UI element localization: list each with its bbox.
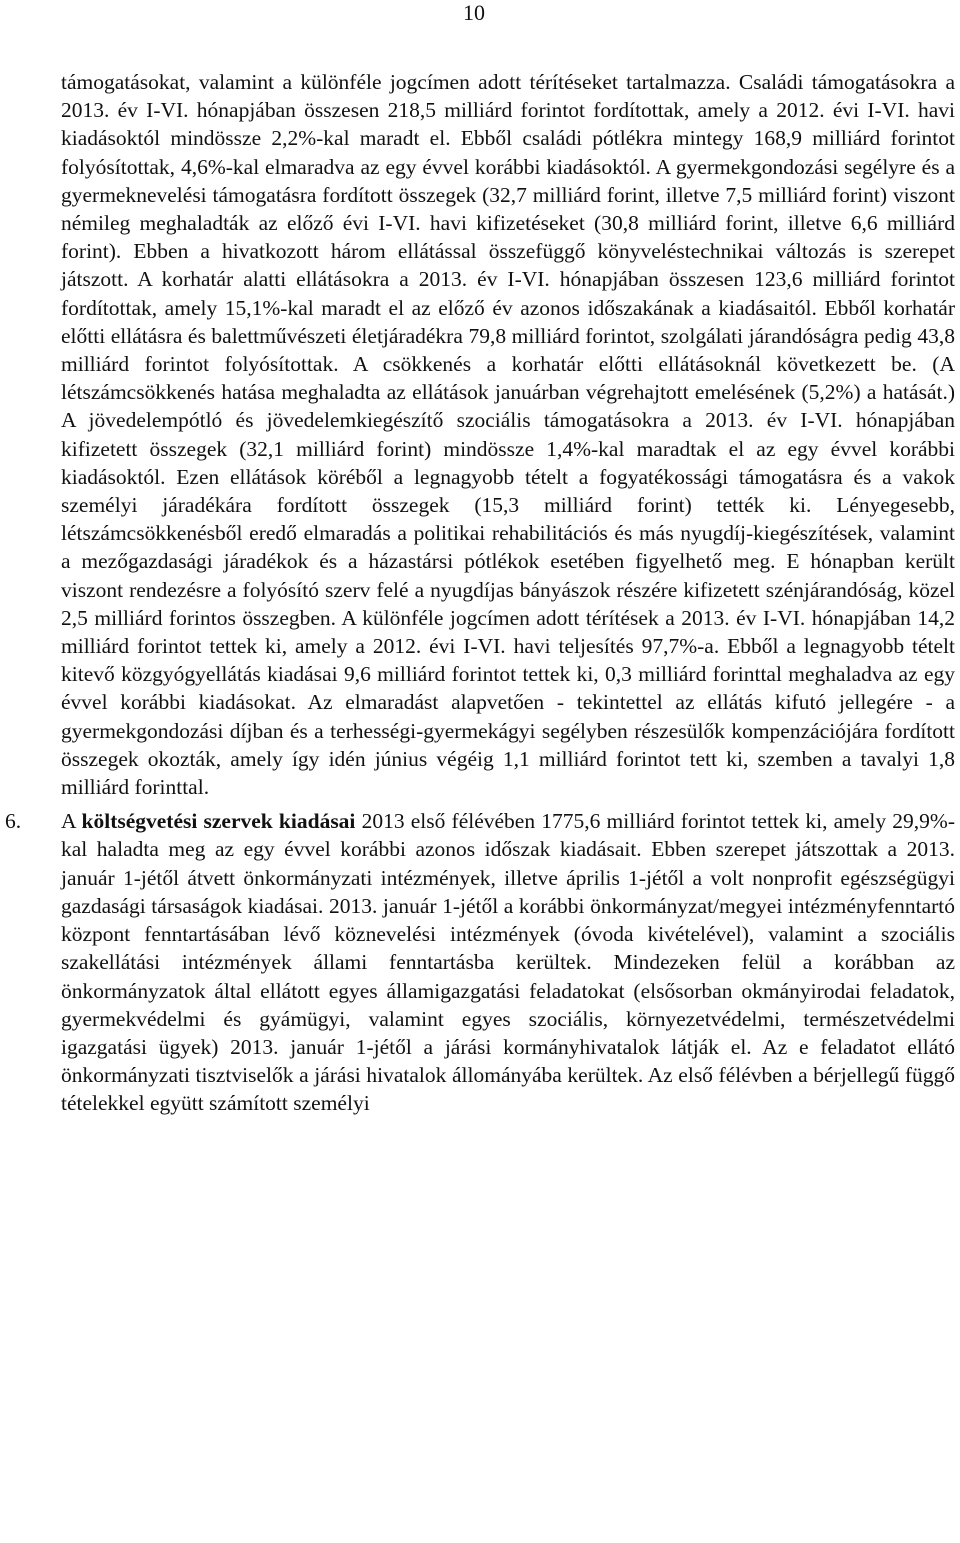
page-number: 10 [463,0,485,25]
item-intro-text: A [61,809,82,834]
paragraph-budgetary-bodies-expenditures [61,807,955,1117]
numbered-item-6 [5,807,956,1117]
bold-term: költségvetési szervek kiadásai [81,809,356,834]
list-number: 6. [5,809,22,834]
document-body [5,68,956,1118]
item-body-text: 2013 első félévében 1775,6 milliárd forintot tettek ki, amely 29,9%-kal haladta meg az egy évvel korábbi azonos időszak kiadásait. Ebben szerepet játszottak a 2013. január 1-jétől átvett önkormányzati intézmények, illetve április 1-jétől a volt nonprofit egészségügyi gazdasági társaságok kiadásai. 2013. január 1-jétől a korábbi önkormányzat/megyei intézményfenntartó központ fenntartásában lévő köznevelési intézmények (óvoda kivételével), valamint a szociális szakellátási intézmények állami fenntartásba kerültek. Mindezeken felül a korábban az önkormányzatok által ellátott egyes államigazgatási feladatokat (elsősorban okmányirodai feladatok, gyermekvédelmi és gyámügyi, valamint egyes szociális, környezetvédelmi, természetvédelmi igazgatási ügyek) 2013. január 1-jétől a járási kormányhivatalok látják el. Az e feladatot ellátó önkormányzati tisztviselők a járási hivatalok állományába kerültek. Az első félévben a bérjellegű függő tételekkel együtt számított személyi [61,809,956,1116]
paragraph-social-support-expenditures: támogatásokat, valamint a különféle jogcímen adott térítéseket tartalmazza. Családi támogatásokra a 2013. év I-VI. hónapjában összesen 218,5 milliárd forintot fordítottak, amely a 2012. évi I-VI. havi kiadásoktól mindössze 2,2%-kal maradt el. Ebből családi pótlékra mintegy 168,9 milliárd forintot folyósítottak, 4,6%-kal elmaradva az egy évvel korábbi kiadásoktól. A gyermekgondozási segélyre és a gyermeknevelési támogatásra fordított összegek (32,7 milliárd forint, illetve 7,5 milliárd forint) viszont némileg meghaladták az előző évi I-VI. havi kifizetéseket (30,8 milliárd forint, illetve 6,6 milliárd forint). Ebben a hivatkozott három ellátással összefüggő könyveléstechnikai változás is szerepet játszott. A korhatár alatti ellátásokra a 2013. év I-VI. hónapjában összesen 123,6 milliárd forintot fordítottak, amely 15,1%-kal maradt el az előző év azonos időszakának a kiadásaitól. Ebből korhatár előtti ellátásra és balettművészeti életjáradékra 79,8 milliárd forintot, szolgálati járandóságra pedig 43,8 milliárd forintot folyósítottak. A csökkenés a korhatár előtti ellátásoknál következett be. (A létszámcsökkenés hatása meghaladta az ellátások januárban végrehajtott emelésének (5,2%) a hatását.) A jövedelempótló és jövedelemkiegészítő szociális támogatásokra a 2013. év I-VI. hónapjában kifizetett összegek (32,1 milliárd forint) mindössze 1,4%-kal maradtak el az egy évvel korábbi kiadásoktól. Ezen ellátások köréből a legnagyobb tételt a fogyatékossági támogatásra és a vakok személyi járadékára fordított összegek (15,3 milliárd forint) tették ki. Lényegesebb, létszámcsökkenésből eredő elmaradás a politikai rehabilitációs és más nyugdíj-kiegészítések, valamint a mezőgazdasági járadékok és a házastársi pótlékok esetében figyelhető meg. E hónapban került viszont rendezésre a folyósító szerv felé a nyugdíjas bányászok részére kifizetett szénjárandóság, közel 2,5 milliárd forintos összegben. A különféle jogcímen adott térítések a 2013. év I-VI. hónapjában 14,2 milliárd forintot tettek ki, amely a 2012. évi I-VI. havi teljesítés 97,7%-a. Ebből a legnagyobb tételt kitevő közgyógyellátás kiadásai 9,6 milliárd forintot tettek ki, 0,3 milliárd forinttal meghaladva az egy évvel korábbi kiadásokat. Az elmaradást alapvetően - tekintettel az ellátás kifutó jellegére - a gyermekgondozási díjban és a terhességi-gyermekágyi segélyben részesülők kompenzációjára fordított összegek okozták, amely így idén június végéig 1,1 milliárd forintot tett ki, szemben a tavalyi 1,8 milliárd forinttal. [61,70,955,800]
